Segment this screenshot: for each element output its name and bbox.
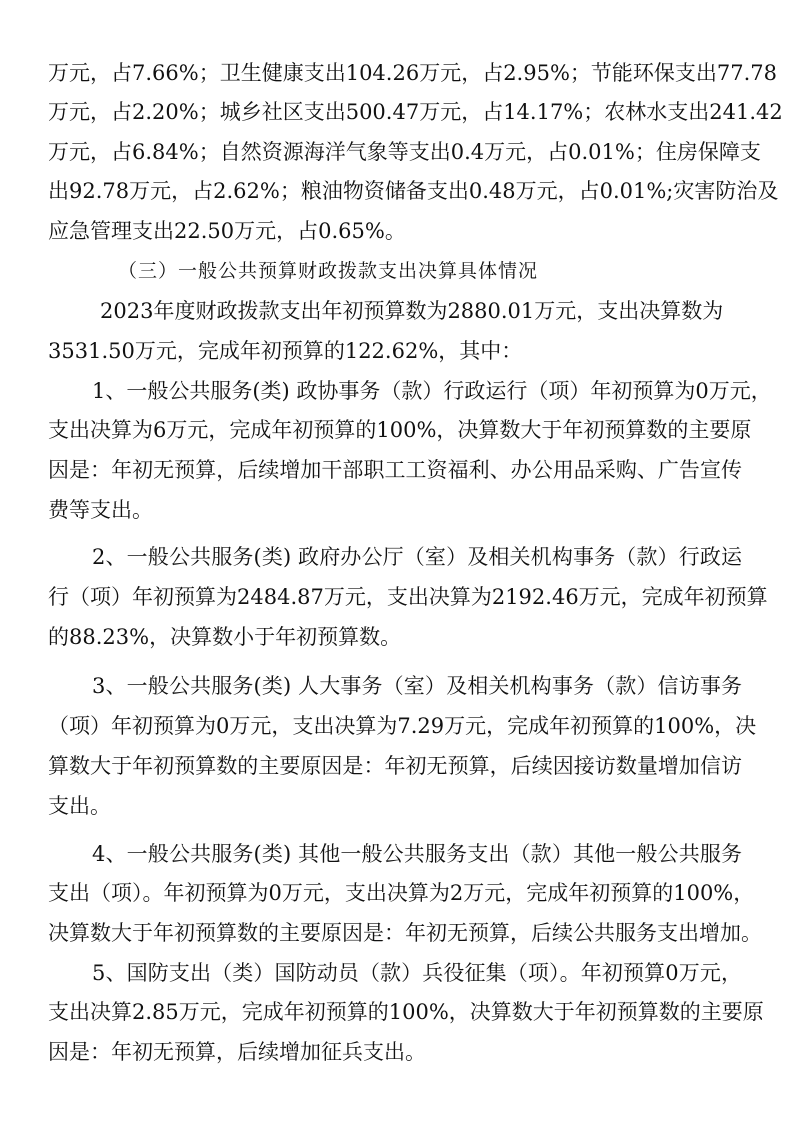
paragraph-line: 万元，占2.20%；城乡社区支出500.47万元，占14.17%；农林水支出241.42 <box>48 100 783 124</box>
paragraph-line: 应急管理支出22.50万元，占0.65%。 <box>48 219 406 243</box>
paragraph-line: 2023年度财政拨款支出年初预算数为2880.01万元，支出决算数为 <box>100 299 724 323</box>
section-heading: （三）一般公共预算财政拨款支出决算具体情况 <box>118 260 539 282</box>
paragraph-line: 出92.78万元，占2.62%；粮油物资储备支出0.48万元，占0.01%;灾害防治及 <box>48 179 779 203</box>
paragraph-line: 行（项）年初预算为2484.87万元，支出决算为2192.46万元，完成年初预算 <box>48 585 768 609</box>
paragraph-line: 2、一般公共服务(类) 政府办公厅（室）及相关机构事务（款）行政运 <box>92 545 742 569</box>
paragraph-line: 算数大于年初预算数的主要原因是：年初无预算，后续因接访数量增加信访 <box>48 754 742 778</box>
paragraph-line: 5、国防支出（类）国防动员（款）兵役征集（项）。年初预算0万元， <box>92 961 742 985</box>
paragraph-line: 4、一般公共服务(类) 其他一般公共服务支出（款）其他一般公共服务 <box>92 842 742 866</box>
paragraph-line: 3、一般公共服务(类) 人大事务（室）及相关机构事务（款）信访事务 <box>92 674 742 698</box>
paragraph-line: 1、一般公共服务(类) 政协事务（款）行政运行（项）年初预算为0万元， <box>92 379 772 403</box>
paragraph-line: 万元，占6.84%；自然资源海洋气象等支出0.4万元，占0.01%；住房保障支 <box>48 140 761 164</box>
paragraph-line: 支出决算为6万元，完成年初预算的100%，决算数大于年初预算数的主要原 <box>48 418 752 442</box>
paragraph-line: 支出决算2.85万元，完成年初预算的100%，决算数大于年初预算数的主要原 <box>48 1000 764 1024</box>
paragraph-line: 支出。 <box>48 794 111 818</box>
paragraph-line: 因是：年初无预算，后续增加干部职工工资福利、办公用品采购、广告宣传 <box>48 458 742 482</box>
paragraph-line: 支出（项）。年初预算为0万元，支出决算为2万元，完成年初预算的100%， <box>48 881 755 905</box>
paragraph-line: 万元，占7.66%；卫生健康支出104.26万元，占2.95%；节能环保支出77.78 <box>48 61 778 85</box>
paragraph-line: 3531.50万元，完成年初预算的122.62%，其中： <box>48 339 523 363</box>
paragraph-line: 决算数大于年初预算数的主要原因是：年初无预算，后续公共服务支出增加。 <box>48 921 762 945</box>
paragraph-line: 费等支出。 <box>48 498 153 522</box>
paragraph-line: （项）年初预算为0万元，支出决算为7.29万元，完成年初预算的100%，决 <box>48 714 757 738</box>
paragraph-line: 的88.23%，决算数小于年初预算数。 <box>48 625 402 649</box>
paragraph-line: 因是：年初无预算，后续增加征兵支出。 <box>48 1040 426 1064</box>
